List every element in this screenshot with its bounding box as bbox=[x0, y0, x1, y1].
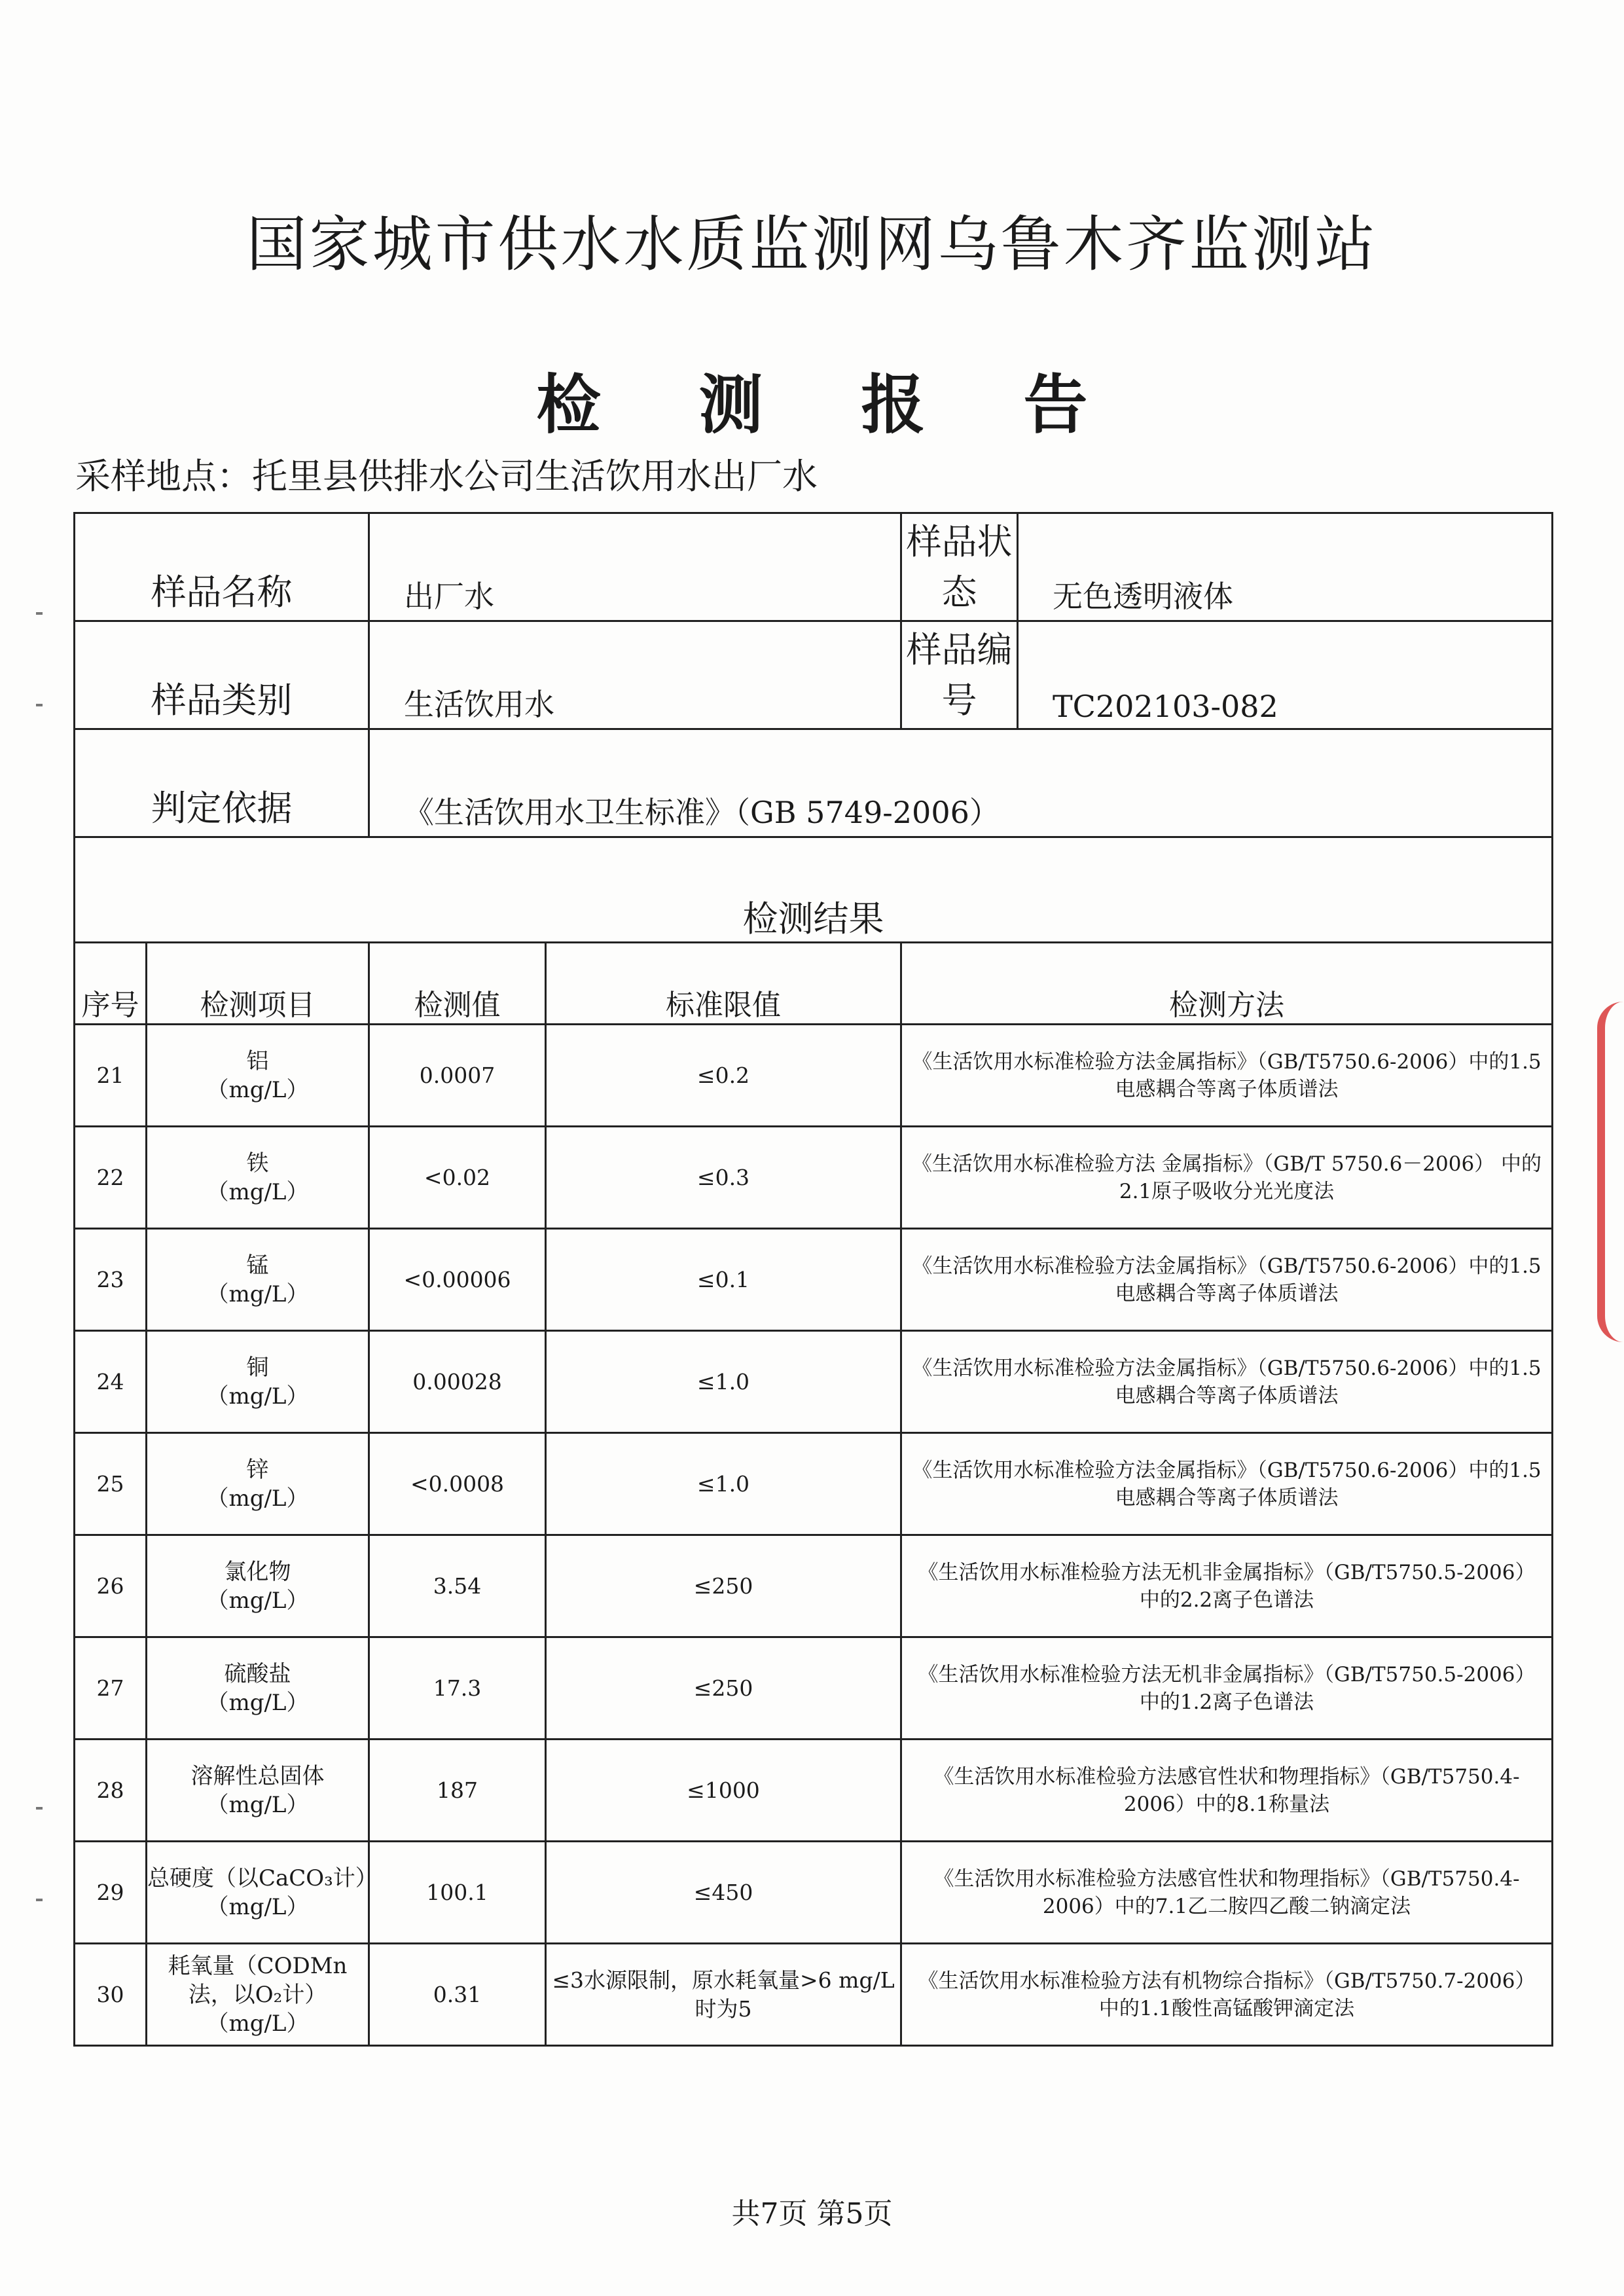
report-title: 检测报告 bbox=[536, 368, 1186, 443]
sample-state-label: 样品状态 bbox=[901, 513, 1018, 621]
margin-mark bbox=[36, 1807, 43, 1810]
row-value: 17.3 bbox=[369, 1637, 546, 1740]
row-item bbox=[147, 1025, 369, 1127]
result-row bbox=[75, 1637, 1553, 1740]
row-method: 《生活饮用水标准检验方法无机非金属指标》（GB/T5750.5-2006）中的1.2离子色谱法 bbox=[901, 1637, 1553, 1740]
row-value: 100.1 bbox=[369, 1842, 546, 1944]
row-no: 24 bbox=[75, 1331, 147, 1433]
row-no: 25 bbox=[75, 1433, 147, 1535]
result-row bbox=[75, 1740, 1553, 1842]
row-limit: ≤250 bbox=[546, 1535, 901, 1637]
result-row bbox=[75, 1025, 1553, 1127]
row-no: 28 bbox=[75, 1740, 147, 1842]
item-unit: （mg/L） bbox=[206, 1689, 309, 1716]
item-name: 铝 bbox=[246, 1048, 269, 1074]
item-unit: （mg/L） bbox=[206, 1485, 309, 1512]
sample-number-label: 样品编号 bbox=[901, 621, 1018, 729]
result-row bbox=[75, 1127, 1553, 1229]
row-limit: ≤1.0 bbox=[546, 1433, 901, 1535]
item-name: 铜 bbox=[246, 1354, 269, 1381]
info-row-basis bbox=[75, 729, 1553, 837]
row-item bbox=[147, 1740, 369, 1842]
row-limit: ≤0.2 bbox=[546, 1025, 901, 1127]
row-value: <0.02 bbox=[369, 1127, 546, 1229]
item-name: 锰 bbox=[246, 1252, 269, 1279]
item-name: 总硬度（以CaCO₃计） bbox=[147, 1865, 378, 1891]
row-item bbox=[147, 1637, 369, 1740]
row-value: 0.00028 bbox=[369, 1331, 546, 1433]
row-value: 187 bbox=[369, 1740, 546, 1842]
row-method: 《生活饮用水标准检验方法金属指标》（GB/T5750.6-2006）中的1.5电感耦合等离子体质谱法 bbox=[901, 1433, 1553, 1535]
results-header-row bbox=[75, 943, 1553, 1025]
row-value: <0.0008 bbox=[369, 1433, 546, 1535]
item-name: 锌 bbox=[246, 1456, 269, 1483]
row-item bbox=[147, 1433, 369, 1535]
basis-label: 判定依据 bbox=[75, 729, 369, 837]
row-limit: ≤1000 bbox=[546, 1740, 901, 1842]
result-rows bbox=[75, 1025, 1553, 2046]
margin-mark bbox=[36, 704, 43, 706]
item-unit: （mg/L） bbox=[206, 1281, 309, 1307]
row-item bbox=[147, 1842, 378, 1944]
item-name: 氯化物 bbox=[224, 1558, 291, 1585]
result-row bbox=[75, 1944, 1553, 2046]
col-header-method: 检测方法 bbox=[901, 943, 1553, 1025]
row-method: 《生活饮用水标准检验方法金属指标》（GB/T5750.6-2006）中的1.5电感耦合等离子体质谱法 bbox=[901, 1331, 1553, 1433]
row-method: 《生活饮用水标准检验方法感官性状和物理指标》（GB/T5750.4-2006）中的8.1称量法 bbox=[901, 1740, 1553, 1842]
results-section-title: 检测结果 bbox=[75, 837, 1553, 943]
row-method: 《生活饮用水标准检验方法有机物综合指标》（GB/T5750.7-2006）中的1.1酸性高锰酸钾滴定法 bbox=[901, 1944, 1553, 2046]
sampling-site: 采样地点：托里县供排水公司生活饮用水出厂水 bbox=[75, 456, 818, 497]
row-value: 3.54 bbox=[369, 1535, 546, 1637]
col-header-limit: 标准限值 bbox=[546, 943, 901, 1025]
sample-category-value: 生活饮用水 bbox=[369, 621, 901, 729]
row-item bbox=[147, 1331, 369, 1433]
row-limit: ≤3水源限制，原水耗氧量>6 mg/L时为5 bbox=[546, 1944, 901, 2046]
col-header-no: 序号 bbox=[75, 943, 147, 1025]
row-value: 0.31 bbox=[369, 1944, 546, 2046]
result-row bbox=[75, 1535, 1553, 1637]
sample-name-label: 样品名称 bbox=[75, 513, 369, 621]
row-no: 30 bbox=[75, 1944, 147, 2046]
sample-category-label: 样品类别 bbox=[75, 621, 369, 729]
margin-mark bbox=[36, 612, 43, 615]
row-item bbox=[147, 1535, 369, 1637]
sample-state-value: 无色透明液体 bbox=[1018, 513, 1553, 621]
row-limit: ≤0.1 bbox=[546, 1229, 901, 1331]
row-item bbox=[147, 1229, 369, 1331]
col-header-item: 检测项目 bbox=[147, 943, 369, 1025]
row-method: 《生活饮用水标准检验方法 金属指标》（GB/T 5750.6－2006） 中的2.1原子吸收分光光度法 bbox=[901, 1127, 1553, 1229]
row-method: 《生活饮用水标准检验方法金属指标》（GB/T5750.6-2006）中的1.5电感耦合等离子体质谱法 bbox=[901, 1229, 1553, 1331]
item-name: 耗氧量（CODMn法，以O₂计） bbox=[168, 1952, 348, 2008]
row-no: 26 bbox=[75, 1535, 147, 1637]
item-unit: （mg/L） bbox=[206, 2010, 309, 2037]
row-limit: ≤450 bbox=[546, 1842, 901, 1944]
row-limit: ≤1.0 bbox=[546, 1331, 901, 1433]
col-header-value: 检测值 bbox=[369, 943, 546, 1025]
red-seal-stamp bbox=[1597, 1002, 1624, 1342]
results-section-row bbox=[75, 837, 1553, 943]
sample-name-value: 出厂水 bbox=[369, 513, 901, 621]
item-name: 铁 bbox=[246, 1150, 269, 1176]
margin-mark bbox=[36, 1899, 43, 1901]
item-unit: （mg/L） bbox=[206, 1587, 309, 1614]
info-row-name bbox=[75, 513, 1553, 621]
item-unit: （mg/L） bbox=[206, 1178, 309, 1205]
row-limit: ≤0.3 bbox=[546, 1127, 901, 1229]
basis-value: 《生活饮用水卫生标准》（GB 5749-2006） bbox=[369, 729, 1553, 837]
row-no: 27 bbox=[75, 1637, 147, 1740]
sample-number-value: TC202103-082 bbox=[1018, 621, 1553, 729]
page-footer: 共7页 第5页 bbox=[731, 2197, 893, 2231]
info-row-category bbox=[75, 621, 1553, 729]
result-row bbox=[75, 1229, 1553, 1331]
row-method: 《生活饮用水标准检验方法感官性状和物理指标》（GB/T5750.4-2006）中的7.1乙二胺四乙酸二钠滴定法 bbox=[901, 1842, 1553, 1944]
row-value: <0.00006 bbox=[369, 1229, 546, 1331]
item-unit: （mg/L） bbox=[206, 1893, 309, 1920]
item-unit: （mg/L） bbox=[206, 1076, 309, 1103]
row-value: 0.0007 bbox=[369, 1025, 546, 1127]
row-no: 29 bbox=[75, 1842, 147, 1944]
report-table bbox=[73, 512, 1553, 2047]
row-limit: ≤250 bbox=[546, 1637, 901, 1740]
item-unit: （mg/L） bbox=[206, 1791, 309, 1818]
result-row bbox=[75, 1331, 1553, 1433]
item-unit: （mg/L） bbox=[206, 1383, 309, 1410]
row-method: 《生活饮用水标准检验方法金属指标》（GB/T5750.6-2006）中的1.5电感耦合等离子体质谱法 bbox=[901, 1025, 1553, 1127]
row-method: 《生活饮用水标准检验方法无机非金属指标》（GB/T5750.5-2006）中的2.2离子色谱法 bbox=[901, 1535, 1553, 1637]
row-no: 21 bbox=[75, 1025, 147, 1127]
organization-title: 国家城市供水水质监测网乌鲁木齐监测站 bbox=[246, 210, 1378, 280]
result-row bbox=[75, 1842, 1553, 1944]
row-item bbox=[147, 1944, 369, 2046]
item-name: 硫酸盐 bbox=[224, 1660, 291, 1687]
row-no: 23 bbox=[75, 1229, 147, 1331]
row-item bbox=[147, 1127, 369, 1229]
result-row bbox=[75, 1433, 1553, 1535]
row-no: 22 bbox=[75, 1127, 147, 1229]
item-name: 溶解性总固体 bbox=[190, 1762, 325, 1789]
